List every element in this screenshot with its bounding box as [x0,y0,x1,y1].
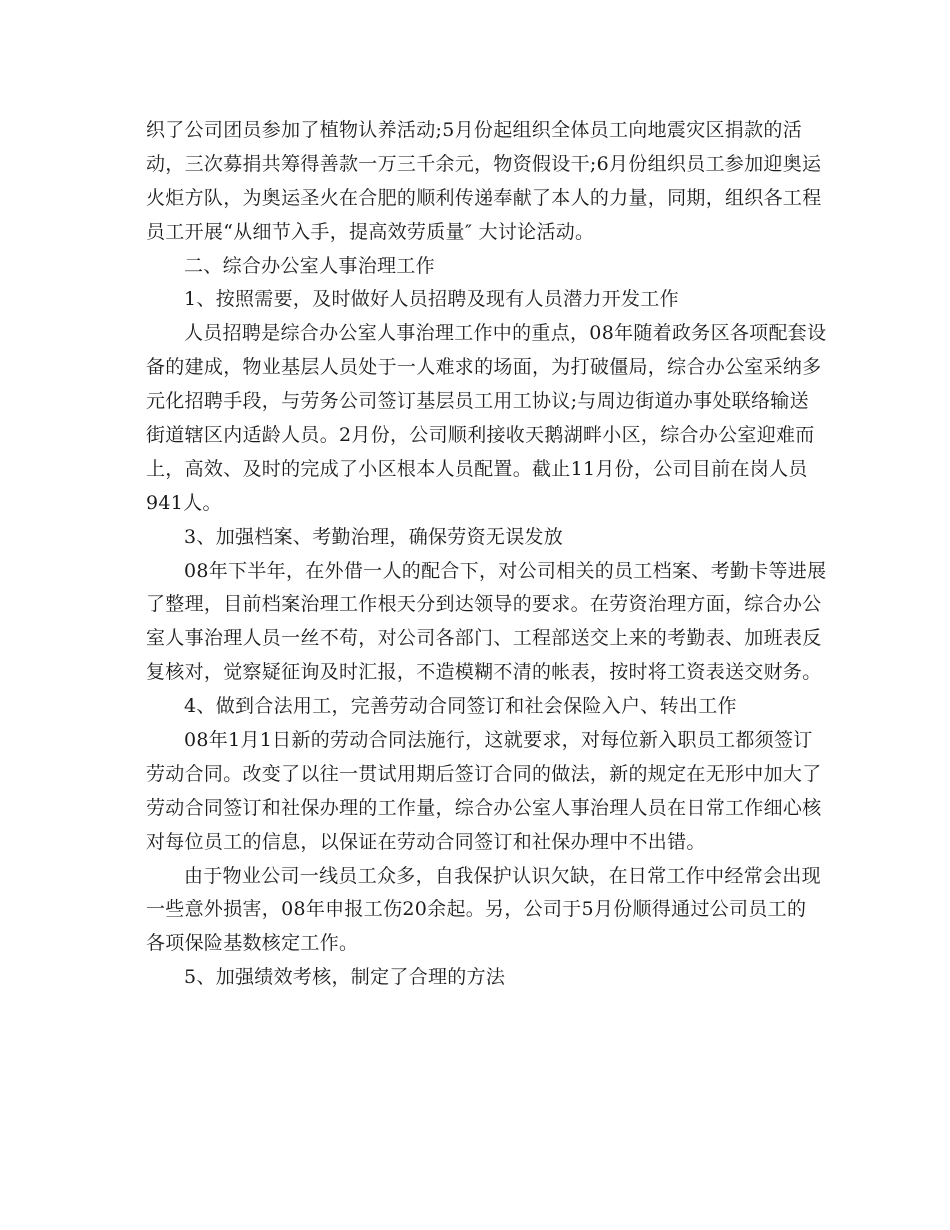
subsection-heading: 4、做到合法用工，完善劳动合同签订和社会保险入户、转出工作 [184,695,737,718]
paragraph-line: 941人。 [146,491,222,514]
paragraph-line: 劳动合同签订和社保办理的工作量，综合办公室人事治理人员在日常工作细心核 [146,796,822,819]
paragraph-line: 对每位员工的信息，以保证在劳动合同签订和社保办理中不出错。 [146,830,706,853]
paragraph-line: 动，三次募捐共筹得善款一万三千余元，物资假设干;6月份组织员工参加迎奥运 [146,152,822,175]
paragraph-line: 一些意外损害，08年申报工伤20余起。另，公司于5月份顺得通过公司员工的 [146,898,807,921]
paragraph-line: 备的建成，物业基层人员处于一人难求的场面，为打破僵局，综合办公室采纳多 [146,356,822,379]
document-body [146,114,827,995]
paragraph-line: 了整理，目前档案治理工作根天分到达领导的要求。在劳资治理方面，综合办公 [146,593,822,616]
paragraph-line: 由于物业公司一线员工众多，自我保护认识欠缺，在日常工作中经常会出现 [184,864,821,887]
paragraph-line: 人员招聘是综合办公室人事治理工作中的重点，08年随着政务区各项配套设 [184,322,827,345]
paragraph-line: 各项保险基数核定工作。 [146,932,359,955]
paragraph-line: 织了公司团员参加了植物认养活动;5月份起组织全体员工向地震灾区捐款的活 [146,119,802,141]
paragraph-line: 火炬方队，为奥运圣火在合肥的顺利传递奉献了本人的力量，同期，组织各工程 [146,186,822,209]
paragraph-line: 员工开展“从细节入手，提高效劳质量″ 大讨论活动。 [146,220,595,243]
subsection-heading: 3、加强档案、考勤治理，确保劳资无误发放 [184,525,564,548]
paragraph-line: 08年1月1日新的劳动合同法施行，这就要求，对每位新入职员工都须签订 [184,729,813,752]
paragraph-line: 复核对，觉察疑征询及时汇报，不造模糊不清的帐表，按时将工资表送交财务。 [146,661,822,684]
subsection-heading: 5、加强绩效考核，制定了合理的方法 [184,966,506,989]
paragraph-line: 上，高效、及时的完成了小区根本人员配置。截止11月份，公司目前在岗人员 [146,457,808,480]
subsection-heading: 1、按照需要，及时做好人员招聘及现有人员潜力开发工作 [184,288,679,311]
paragraph-line: 室人事治理人员一丝不苟，对公司各部门、工程部送交上来的考勤表、加班表反 [146,627,822,650]
section-heading: 二、综合办公室人事治理工作 [184,254,435,277]
paragraph-line: 08年下半年，在外借一人的配合下，对公司相关的员工档案、考勤卡等进展 [184,559,827,582]
paragraph-line: 元化招聘手段，与劳务公司签订基层员工用工协议;与周边街道办事处联络输送 [146,390,809,413]
paragraph-line: 街道辖区内适龄人员。2月份，公司顺利接收天鹅湖畔小区，综合办公室迎难而 [146,424,815,447]
paragraph-line: 劳动合同。改变了以往一贯试用期后签订合同的做法，新的规定在无形中加大了 [146,762,822,785]
